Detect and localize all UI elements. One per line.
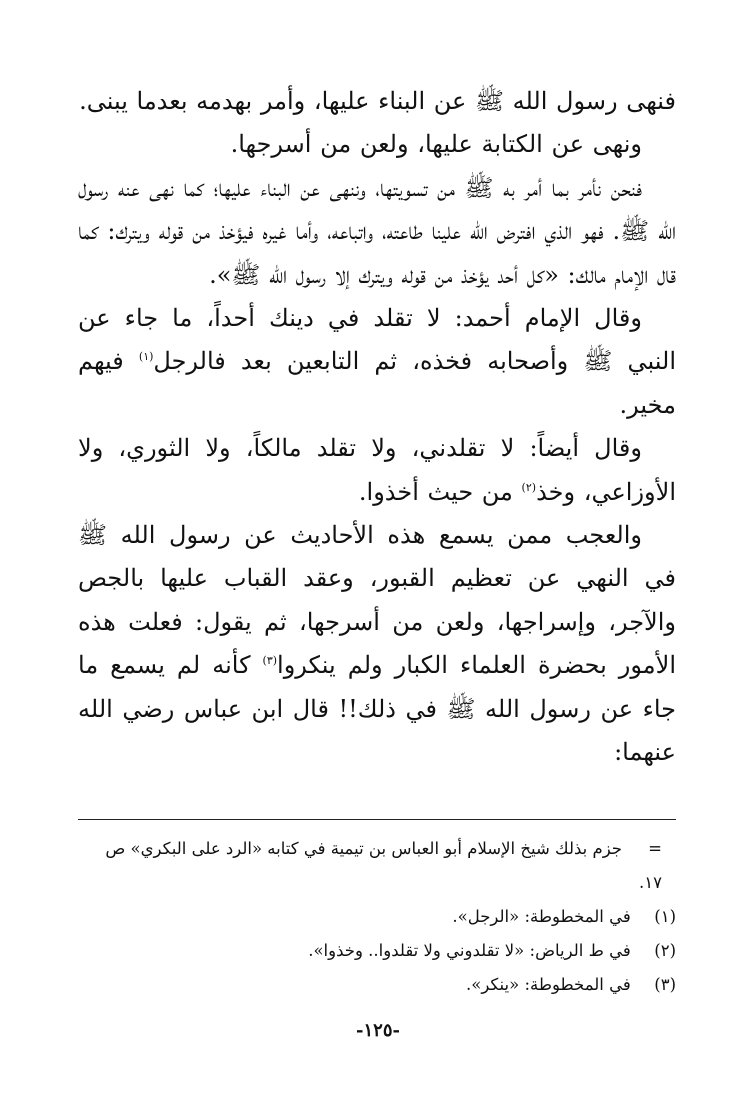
paragraph-3: فنحن نأمر بما أمر به ﷺ من تسويتها، وننهى عن البناء عليها؛ كما نهى عنه رسول الله ﷺ. فهو الذي افترض الله علينا طاعته، واتباعه، وأما غيره فيؤخذ من قوله ويترك: كما قال الإمام مالك: «كل أحد يؤخذ من قوله ويترك إلا رسول الله ﷺ». [78, 173, 676, 289]
main-text [78, 80, 676, 775]
footnote-number: (٣) [654, 975, 676, 994]
footnotes [78, 832, 676, 1002]
paragraph-4: وقال الإمام أحمد: لا تقلد في دينك أحداً، ما جاء عن النبي ﷺ وأصحابه فخذه، ثم التابعين بعد فالرجل$^{(١)}$ فيهم مخير. [78, 304, 676, 419]
footnote-number: (٢) [654, 941, 676, 960]
continuation-marker: = [648, 839, 662, 858]
footnote-continuation: =جزم بذلك شيخ الإسلام أبو العباس بن تيمية في كتابه «الرد على البكري» ص ١٧. [78, 832, 676, 900]
footnote-2: (٢) في ط الرياض: «لا تقلدوني ولا تقلدوا.. وخذوا». [78, 934, 676, 968]
footnote-1: (١) في المخطوطة: «الرجل». [78, 900, 676, 934]
footnote-3: (٣) في المخطوطة: «ينكر». [78, 968, 676, 1002]
paragraph-6: والعجب ممن يسمع هذه الأحاديث عن رسول الله ﷺ في النهي عن تعظيم القبور، وعقد القباب عليها بالجص والآجر، وإسراجها، ولعن من أسرجها، ثم يقول: فعلت هذه الأمور بحضرة العلماء الكبار ولم ينكروا$^{(٣)}$ كأنه لم يسمع ما جاء عن رسول الله ﷺ في ذلك!! قال ابن عباس رضي الله عنهما: [78, 521, 676, 767]
footnote-ref-3: (٣) [262, 654, 278, 668]
footnote-number: (١) [654, 907, 676, 926]
footnote-separator [78, 819, 676, 820]
paragraph-2: ونهى عن الكتابة عليها، ولعن من أسرجها. [230, 130, 642, 159]
footnote-ref-1: (١) [138, 350, 154, 364]
paragraph-1: فنهى رسول الله ﷺ عن البناء عليها، وأمر بهدمه بعدما يبنى. [79, 87, 676, 115]
paragraph-5: وقال أيضاً: لا تقلدني، ولا تقلد مالكاً، ولا الثوري، ولا الأوزاعي، وخذ$^{(٢)}$ من حيث أخذوا. [78, 434, 676, 506]
footnote-ref-2: (٢) [521, 480, 537, 494]
page-number: -١٢٥- [356, 1020, 400, 1041]
